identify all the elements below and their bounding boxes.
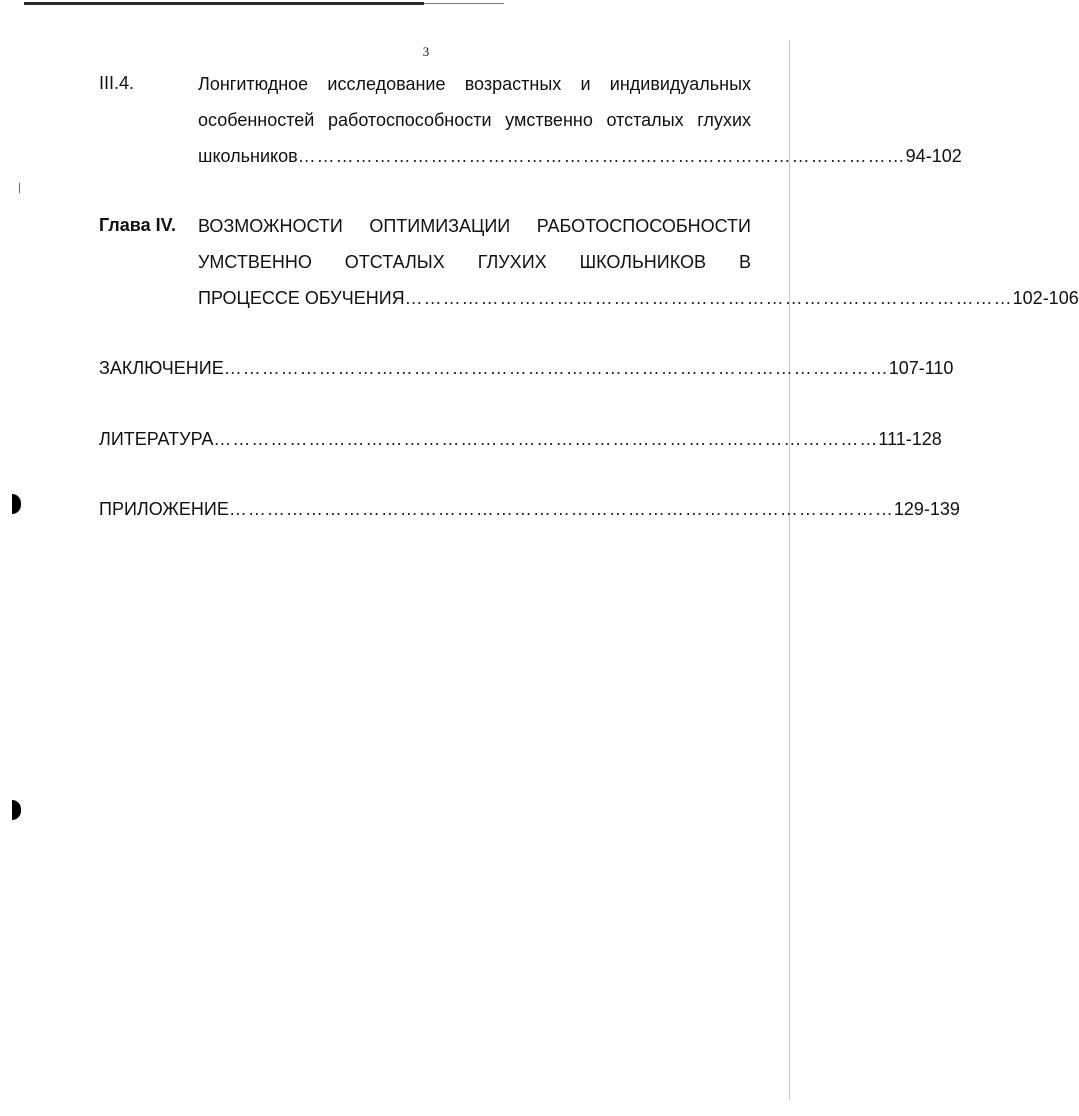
binding-hole-mark	[12, 494, 21, 514]
toc-entry-appendix	[99, 498, 960, 520]
toc-entry-conclusion	[99, 357, 954, 379]
scan-artifact-top-line	[24, 2, 424, 5]
leader-dots: ……………………………………………………………………………………………	[228, 499, 894, 519]
leader-dots: ……………………………………………………………………………………	[297, 146, 906, 166]
binding-hole-mark	[12, 800, 21, 820]
scan-artifact-right-edge	[789, 40, 790, 1100]
toc-entry-title: ПРИЛОЖЕНИЕ	[99, 499, 229, 519]
toc-entry-line: школьников	[198, 146, 298, 166]
toc-entry-title: ЛИТЕРАТУРА	[99, 429, 214, 449]
toc-entry-leader-line	[198, 287, 1079, 323]
toc-entry-line: особенностей работоспособности умственно отсталых глухих	[198, 110, 751, 130]
toc-entry-line: УМСТВЕННО ОТСТАЛЫХ ГЛУХИХ ШКОЛЬНИКОВ В	[198, 252, 751, 272]
page-number: 3	[422, 44, 430, 59]
toc-entry-pages: 111-128	[878, 429, 942, 449]
toc-entry-line: Лонгитюдное исследование возрастных и индивидуальных	[198, 74, 751, 94]
toc-entry-literature	[99, 428, 942, 450]
toc-entry-pages: 107-110	[888, 358, 954, 378]
toc-entry-text	[198, 73, 962, 181]
toc-entry-title: ЗАКЛЮЧЕНИЕ	[99, 358, 224, 378]
scan-artifact-margin-tick	[19, 183, 20, 193]
toc-entry-pages: 102-106	[1012, 288, 1079, 308]
toc-entry-line: ВОЗМОЖНОСТИ ОПТИМИЗАЦИИ РАБОТОСПОСОБНОСТИ	[198, 216, 751, 236]
toc-entry-label: III.4.	[99, 73, 135, 93]
toc-entry-text	[198, 215, 1079, 323]
toc-entry-line: ПРОЦЕССЕ ОБУЧЕНИЯ	[198, 288, 405, 308]
toc-entry-pages: 129-139	[893, 499, 960, 519]
leader-dots: ……………………………………………………………………………………………	[223, 358, 889, 378]
scan-artifact-top-line-faint	[424, 3, 504, 4]
toc-entry-pages: 94-102	[905, 146, 962, 166]
leader-dots: ……………………………………………………………………………………………	[213, 429, 879, 449]
toc-entry-leader-line	[198, 145, 962, 181]
toc-entry-label: Глава IV.	[99, 215, 176, 235]
leader-dots: ……………………………………………………………………………………	[404, 288, 1013, 308]
